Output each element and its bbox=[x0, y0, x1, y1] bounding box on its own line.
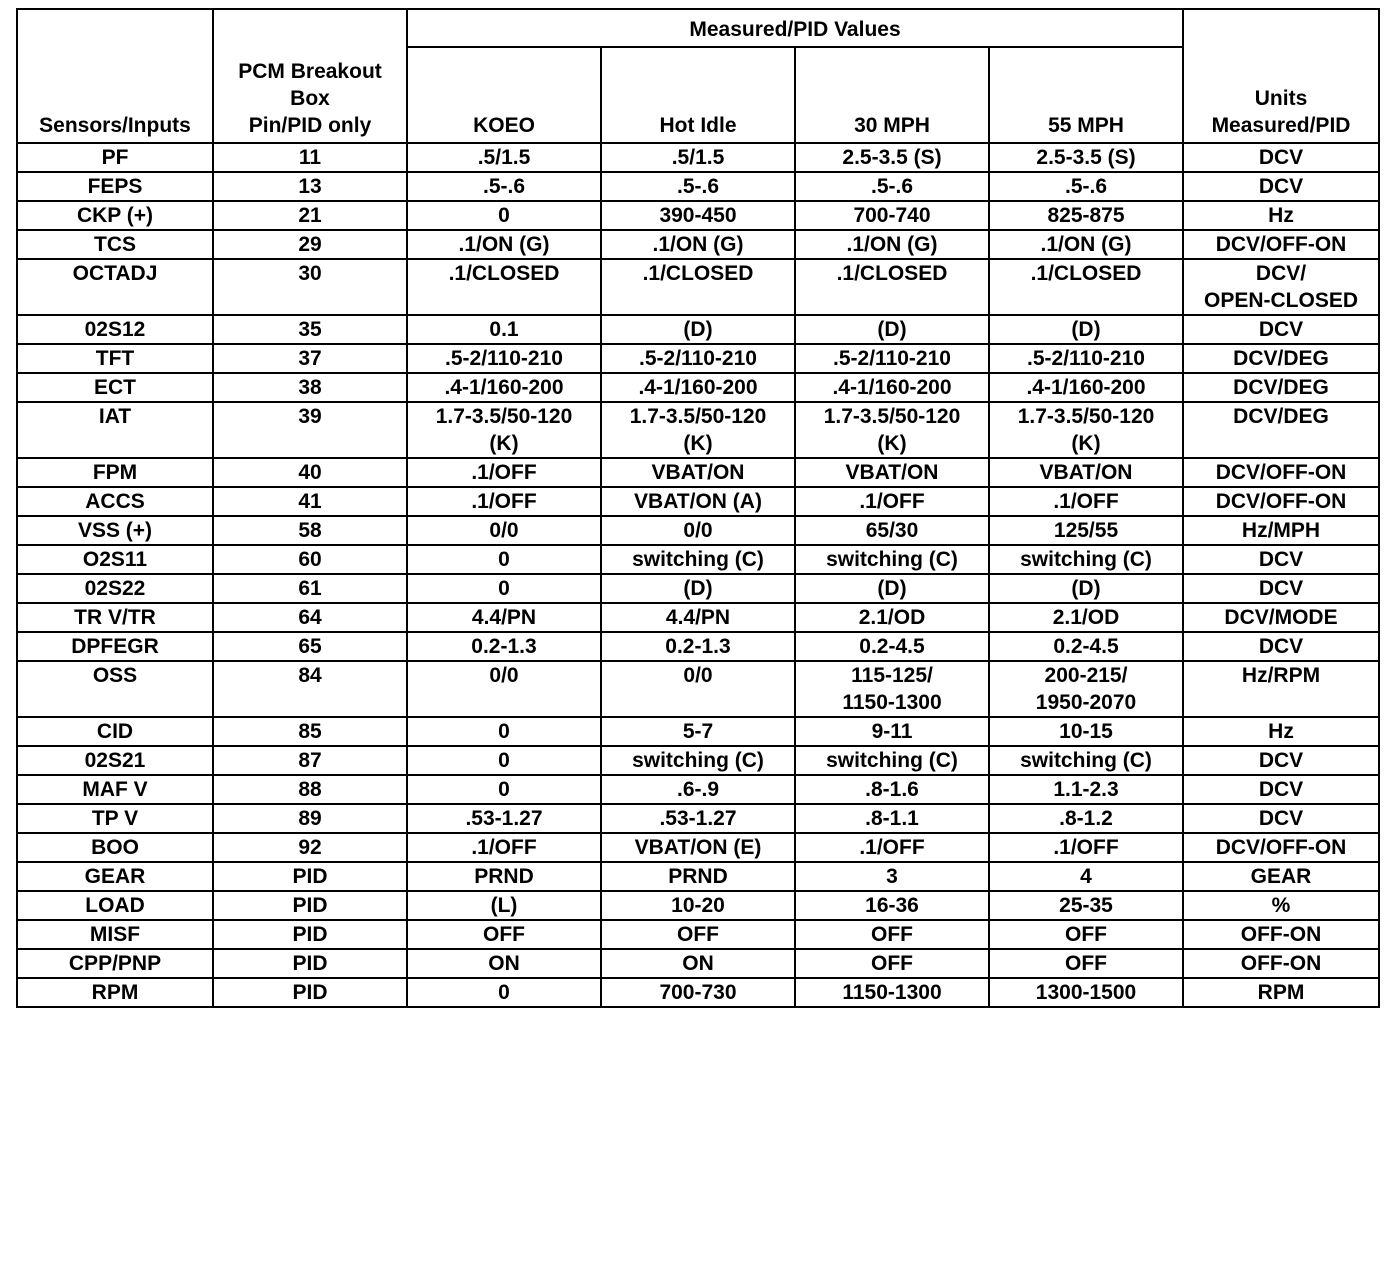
cell-units: DCV/OFF-ON bbox=[1183, 230, 1379, 259]
cell-hot-idle: .1/CLOSED bbox=[601, 259, 795, 315]
cell-pin: 92 bbox=[213, 833, 407, 862]
cell-30-mph: 2.1/OD bbox=[795, 603, 989, 632]
cell-55-mph: 0.2-4.5 bbox=[989, 632, 1183, 661]
cell-koeo: .1/OFF bbox=[407, 833, 601, 862]
cell-hot-idle: .5-.6 bbox=[601, 172, 795, 201]
cell-koeo: .53-1.27 bbox=[407, 804, 601, 833]
cell-koeo: .1/CLOSED bbox=[407, 259, 601, 315]
cell-units: DCV/DEG bbox=[1183, 402, 1379, 458]
cell-hot-idle: (D) bbox=[601, 574, 795, 603]
table-row bbox=[17, 201, 1379, 230]
table-row bbox=[17, 603, 1379, 632]
cell-units: Hz bbox=[1183, 201, 1379, 230]
cell-30-mph: .8-1.6 bbox=[795, 775, 989, 804]
cell-30-mph: OFF bbox=[795, 920, 989, 949]
table-row bbox=[17, 833, 1379, 862]
cell-55-mph bbox=[989, 402, 1183, 458]
cell-30-mph: switching (C) bbox=[795, 746, 989, 775]
cell-sensor: IAT bbox=[17, 402, 213, 458]
cell-units: DCV bbox=[1183, 172, 1379, 201]
cell-units: DCV bbox=[1183, 746, 1379, 775]
cell-hot-idle: .53-1.27 bbox=[601, 804, 795, 833]
cell-hot-idle bbox=[601, 402, 795, 458]
cell-sensor: OCTADJ bbox=[17, 259, 213, 315]
cell-55-mph bbox=[989, 661, 1183, 717]
header-55-mph: 55 MPH bbox=[989, 47, 1183, 143]
cell-koeo-line: (K) bbox=[489, 432, 519, 455]
table-row bbox=[17, 143, 1379, 172]
cell-koeo: .1/OFF bbox=[407, 458, 601, 487]
cell-koeo: 0 bbox=[407, 201, 601, 230]
cell-units: DCV/DEG bbox=[1183, 373, 1379, 402]
cell-koeo: .1/ON (G) bbox=[407, 230, 601, 259]
table-row bbox=[17, 458, 1379, 487]
cell-55-mph-line: 200-215/ bbox=[1044, 664, 1128, 687]
cell-sensor: CPP/PNP bbox=[17, 949, 213, 978]
cell-units: DCV/MODE bbox=[1183, 603, 1379, 632]
table-row bbox=[17, 661, 1379, 717]
cell-units: Hz/RPM bbox=[1183, 661, 1379, 717]
cell-pin: PID bbox=[213, 920, 407, 949]
header-units-line1: Units bbox=[1254, 87, 1308, 110]
cell-30-mph-line: 1150-1300 bbox=[842, 691, 942, 714]
cell-sensor: GEAR bbox=[17, 862, 213, 891]
cell-hot-idle: .1/ON (G) bbox=[601, 230, 795, 259]
cell-30-mph bbox=[795, 402, 989, 458]
cell-55-mph: OFF bbox=[989, 920, 1183, 949]
table-row bbox=[17, 632, 1379, 661]
cell-55-mph: .5-.6 bbox=[989, 172, 1183, 201]
cell-55-mph: .5-2/110-210 bbox=[989, 344, 1183, 373]
pid-values-table bbox=[16, 8, 1380, 1008]
cell-sensor: ECT bbox=[17, 373, 213, 402]
cell-hot-idle: switching (C) bbox=[601, 746, 795, 775]
cell-55-mph: OFF bbox=[989, 949, 1183, 978]
cell-hot-idle: ON bbox=[601, 949, 795, 978]
cell-pin: 61 bbox=[213, 574, 407, 603]
cell-units-line: OPEN-CLOSED bbox=[1204, 289, 1359, 312]
cell-55-mph: 1300-1500 bbox=[989, 978, 1183, 1007]
cell-pin: 64 bbox=[213, 603, 407, 632]
table-row bbox=[17, 545, 1379, 574]
cell-sensor: RPM bbox=[17, 978, 213, 1007]
cell-30-mph: .4-1/160-200 bbox=[795, 373, 989, 402]
header-units bbox=[1183, 9, 1379, 143]
cell-55-mph: .1/OFF bbox=[989, 833, 1183, 862]
cell-units bbox=[1183, 259, 1379, 315]
cell-sensor: TCS bbox=[17, 230, 213, 259]
cell-30-mph: switching (C) bbox=[795, 545, 989, 574]
cell-units-line: DCV/ bbox=[1255, 262, 1307, 285]
cell-units: DCV bbox=[1183, 545, 1379, 574]
cell-hot-idle: 0/0 bbox=[601, 516, 795, 545]
table-row bbox=[17, 373, 1379, 402]
cell-55-mph: 4 bbox=[989, 862, 1183, 891]
cell-pin: 30 bbox=[213, 259, 407, 315]
cell-koeo: 0/0 bbox=[407, 661, 601, 717]
cell-sensor: FEPS bbox=[17, 172, 213, 201]
cell-55-mph-line: 1950-2070 bbox=[1035, 691, 1137, 714]
cell-30-mph: .5-.6 bbox=[795, 172, 989, 201]
cell-30-mph-line: 1.7-3.5/50-120 bbox=[823, 405, 961, 428]
cell-units: DCV/OFF-ON bbox=[1183, 487, 1379, 516]
cell-units: GEAR bbox=[1183, 862, 1379, 891]
table-row bbox=[17, 920, 1379, 949]
cell-30-mph: (D) bbox=[795, 574, 989, 603]
cell-koeo: .5/1.5 bbox=[407, 143, 601, 172]
cell-sensor: TFT bbox=[17, 344, 213, 373]
table-row bbox=[17, 315, 1379, 344]
cell-30-mph: OFF bbox=[795, 949, 989, 978]
cell-hot-idle-line: 1.7-3.5/50-120 bbox=[629, 405, 767, 428]
cell-pin: 41 bbox=[213, 487, 407, 516]
cell-30-mph: 1150-1300 bbox=[795, 978, 989, 1007]
cell-30-mph: VBAT/ON bbox=[795, 458, 989, 487]
cell-30-mph: 16-36 bbox=[795, 891, 989, 920]
cell-sensor: MAF V bbox=[17, 775, 213, 804]
cell-units: OFF-ON bbox=[1183, 949, 1379, 978]
cell-pin: PID bbox=[213, 891, 407, 920]
header-row-group bbox=[17, 9, 1379, 47]
cell-sensor: ACCS bbox=[17, 487, 213, 516]
cell-30-mph: 3 bbox=[795, 862, 989, 891]
cell-units: DCV bbox=[1183, 632, 1379, 661]
cell-55-mph: 825-875 bbox=[989, 201, 1183, 230]
table-row bbox=[17, 259, 1379, 315]
cell-55-mph: .8-1.2 bbox=[989, 804, 1183, 833]
header-units-line2: Measured/PID bbox=[1211, 114, 1351, 137]
cell-units: DCV/DEG bbox=[1183, 344, 1379, 373]
cell-sensor: TR V/TR bbox=[17, 603, 213, 632]
cell-sensor: PF bbox=[17, 143, 213, 172]
cell-hot-idle: VBAT/ON (E) bbox=[601, 833, 795, 862]
table-row bbox=[17, 775, 1379, 804]
cell-koeo: (L) bbox=[407, 891, 601, 920]
header-pin-line3: Pin/PID only bbox=[248, 114, 372, 137]
cell-55-mph: (D) bbox=[989, 574, 1183, 603]
cell-koeo: 0 bbox=[407, 574, 601, 603]
cell-55-mph: 1.1-2.3 bbox=[989, 775, 1183, 804]
cell-sensor: 02S21 bbox=[17, 746, 213, 775]
cell-55-mph: switching (C) bbox=[989, 545, 1183, 574]
table-row bbox=[17, 230, 1379, 259]
cell-pin: 88 bbox=[213, 775, 407, 804]
cell-sensor: CKP (+) bbox=[17, 201, 213, 230]
cell-hot-idle-line: (K) bbox=[683, 432, 713, 455]
cell-sensor: MISF bbox=[17, 920, 213, 949]
cell-55-mph: VBAT/ON bbox=[989, 458, 1183, 487]
cell-pin: 11 bbox=[213, 143, 407, 172]
header-sensors: Sensors/Inputs bbox=[17, 9, 213, 143]
cell-55-mph: switching (C) bbox=[989, 746, 1183, 775]
cell-pin: 35 bbox=[213, 315, 407, 344]
cell-pin: 85 bbox=[213, 717, 407, 746]
cell-koeo-line: 1.7-3.5/50-120 bbox=[435, 405, 573, 428]
header-hot-idle: Hot Idle bbox=[601, 47, 795, 143]
table-row bbox=[17, 891, 1379, 920]
cell-sensor: CID bbox=[17, 717, 213, 746]
table-row bbox=[17, 344, 1379, 373]
table-row bbox=[17, 516, 1379, 545]
cell-30-mph: .1/OFF bbox=[795, 833, 989, 862]
cell-units: OFF-ON bbox=[1183, 920, 1379, 949]
cell-koeo: 4.4/PN bbox=[407, 603, 601, 632]
cell-koeo: .5-2/110-210 bbox=[407, 344, 601, 373]
cell-55-mph: 125/55 bbox=[989, 516, 1183, 545]
cell-pin: 60 bbox=[213, 545, 407, 574]
cell-30-mph: 65/30 bbox=[795, 516, 989, 545]
cell-koeo: ON bbox=[407, 949, 601, 978]
cell-koeo: 0/0 bbox=[407, 516, 601, 545]
cell-hot-idle: 700-730 bbox=[601, 978, 795, 1007]
cell-sensor: TP V bbox=[17, 804, 213, 833]
cell-30-mph-line: 115-125/ bbox=[851, 664, 933, 687]
cell-55-mph-line: (K) bbox=[1071, 432, 1101, 455]
cell-55-mph-line: 1.7-3.5/50-120 bbox=[1017, 405, 1155, 428]
cell-pin: 58 bbox=[213, 516, 407, 545]
cell-pin: PID bbox=[213, 978, 407, 1007]
cell-pin: 29 bbox=[213, 230, 407, 259]
cell-koeo: .4-1/160-200 bbox=[407, 373, 601, 402]
table-row bbox=[17, 746, 1379, 775]
cell-55-mph: (D) bbox=[989, 315, 1183, 344]
cell-sensor: 02S12 bbox=[17, 315, 213, 344]
cell-55-mph: 10-15 bbox=[989, 717, 1183, 746]
table-row bbox=[17, 574, 1379, 603]
cell-koeo: OFF bbox=[407, 920, 601, 949]
cell-hot-idle: .5/1.5 bbox=[601, 143, 795, 172]
cell-sensor: OSS bbox=[17, 661, 213, 717]
cell-koeo: 0.2-1.3 bbox=[407, 632, 601, 661]
cell-units: DCV/OFF-ON bbox=[1183, 833, 1379, 862]
cell-pin: 89 bbox=[213, 804, 407, 833]
cell-koeo: PRND bbox=[407, 862, 601, 891]
header-pin bbox=[213, 9, 407, 143]
cell-koeo: .1/OFF bbox=[407, 487, 601, 516]
cell-hot-idle: VBAT/ON bbox=[601, 458, 795, 487]
cell-sensor: BOO bbox=[17, 833, 213, 862]
cell-hot-idle: .6-.9 bbox=[601, 775, 795, 804]
cell-30-mph: .8-1.1 bbox=[795, 804, 989, 833]
cell-units: DCV bbox=[1183, 775, 1379, 804]
cell-units: DCV/OFF-ON bbox=[1183, 458, 1379, 487]
header-koeo: KOEO bbox=[407, 47, 601, 143]
header-30-mph: 30 MPH bbox=[795, 47, 989, 143]
table-row bbox=[17, 949, 1379, 978]
table-row bbox=[17, 978, 1379, 1007]
cell-30-mph: .1/ON (G) bbox=[795, 230, 989, 259]
cell-pin: 13 bbox=[213, 172, 407, 201]
cell-units: DCV bbox=[1183, 574, 1379, 603]
cell-hot-idle: .4-1/160-200 bbox=[601, 373, 795, 402]
cell-hot-idle: (D) bbox=[601, 315, 795, 344]
cell-sensor: VSS (+) bbox=[17, 516, 213, 545]
cell-30-mph: .5-2/110-210 bbox=[795, 344, 989, 373]
cell-koeo: 0 bbox=[407, 978, 601, 1007]
cell-pin: 38 bbox=[213, 373, 407, 402]
cell-55-mph: 2.1/OD bbox=[989, 603, 1183, 632]
cell-units: Hz/MPH bbox=[1183, 516, 1379, 545]
cell-units: Hz bbox=[1183, 717, 1379, 746]
table-body bbox=[17, 143, 1379, 1007]
header-measured-group: Measured/PID Values bbox=[407, 9, 1183, 47]
cell-30-mph: 700-740 bbox=[795, 201, 989, 230]
cell-pin: 40 bbox=[213, 458, 407, 487]
cell-30-mph bbox=[795, 661, 989, 717]
cell-pin: 84 bbox=[213, 661, 407, 717]
cell-30-mph: .1/OFF bbox=[795, 487, 989, 516]
cell-hot-idle: VBAT/ON (A) bbox=[601, 487, 795, 516]
cell-hot-idle: 0/0 bbox=[601, 661, 795, 717]
cell-55-mph: .1/OFF bbox=[989, 487, 1183, 516]
cell-koeo: 0 bbox=[407, 746, 601, 775]
cell-sensor: O2S11 bbox=[17, 545, 213, 574]
cell-koeo bbox=[407, 402, 601, 458]
cell-hot-idle: OFF bbox=[601, 920, 795, 949]
header-pin-line1: PCM Breakout bbox=[238, 60, 382, 83]
cell-55-mph: .1/ON (G) bbox=[989, 230, 1183, 259]
cell-units: % bbox=[1183, 891, 1379, 920]
cell-pin: PID bbox=[213, 949, 407, 978]
cell-pin: 87 bbox=[213, 746, 407, 775]
cell-units: RPM bbox=[1183, 978, 1379, 1007]
cell-30-mph: 0.2-4.5 bbox=[795, 632, 989, 661]
cell-30-mph: 9-11 bbox=[795, 717, 989, 746]
table-row bbox=[17, 172, 1379, 201]
cell-units: DCV bbox=[1183, 804, 1379, 833]
cell-koeo: 0 bbox=[407, 775, 601, 804]
cell-sensor: DPFEGR bbox=[17, 632, 213, 661]
cell-30-mph: .1/CLOSED bbox=[795, 259, 989, 315]
cell-pin: 37 bbox=[213, 344, 407, 373]
cell-sensor: 02S22 bbox=[17, 574, 213, 603]
header-pin-line2: Box bbox=[290, 87, 330, 110]
cell-hot-idle: switching (C) bbox=[601, 545, 795, 574]
cell-koeo: 0 bbox=[407, 545, 601, 574]
cell-55-mph: .1/CLOSED bbox=[989, 259, 1183, 315]
cell-hot-idle: .5-2/110-210 bbox=[601, 344, 795, 373]
cell-hot-idle: 0.2-1.3 bbox=[601, 632, 795, 661]
cell-pin: 65 bbox=[213, 632, 407, 661]
cell-units: DCV bbox=[1183, 143, 1379, 172]
cell-koeo: 0 bbox=[407, 717, 601, 746]
cell-30-mph-line: (K) bbox=[877, 432, 907, 455]
cell-koeo: .5-.6 bbox=[407, 172, 601, 201]
cell-units: DCV bbox=[1183, 315, 1379, 344]
cell-30-mph: (D) bbox=[795, 315, 989, 344]
cell-koeo: 0.1 bbox=[407, 315, 601, 344]
cell-pin: PID bbox=[213, 862, 407, 891]
cell-55-mph: 2.5-3.5 (S) bbox=[989, 143, 1183, 172]
cell-sensor: FPM bbox=[17, 458, 213, 487]
cell-30-mph: 2.5-3.5 (S) bbox=[795, 143, 989, 172]
cell-hot-idle: 4.4/PN bbox=[601, 603, 795, 632]
table-row bbox=[17, 402, 1379, 458]
cell-hot-idle: PRND bbox=[601, 862, 795, 891]
cell-sensor: LOAD bbox=[17, 891, 213, 920]
table-row bbox=[17, 804, 1379, 833]
table-row bbox=[17, 717, 1379, 746]
cell-hot-idle: 10-20 bbox=[601, 891, 795, 920]
cell-55-mph: .4-1/160-200 bbox=[989, 373, 1183, 402]
cell-pin: 21 bbox=[213, 201, 407, 230]
cell-hot-idle: 5-7 bbox=[601, 717, 795, 746]
table-row bbox=[17, 487, 1379, 516]
cell-pin: 39 bbox=[213, 402, 407, 458]
cell-hot-idle: 390-450 bbox=[601, 201, 795, 230]
table-row bbox=[17, 862, 1379, 891]
cell-55-mph: 25-35 bbox=[989, 891, 1183, 920]
